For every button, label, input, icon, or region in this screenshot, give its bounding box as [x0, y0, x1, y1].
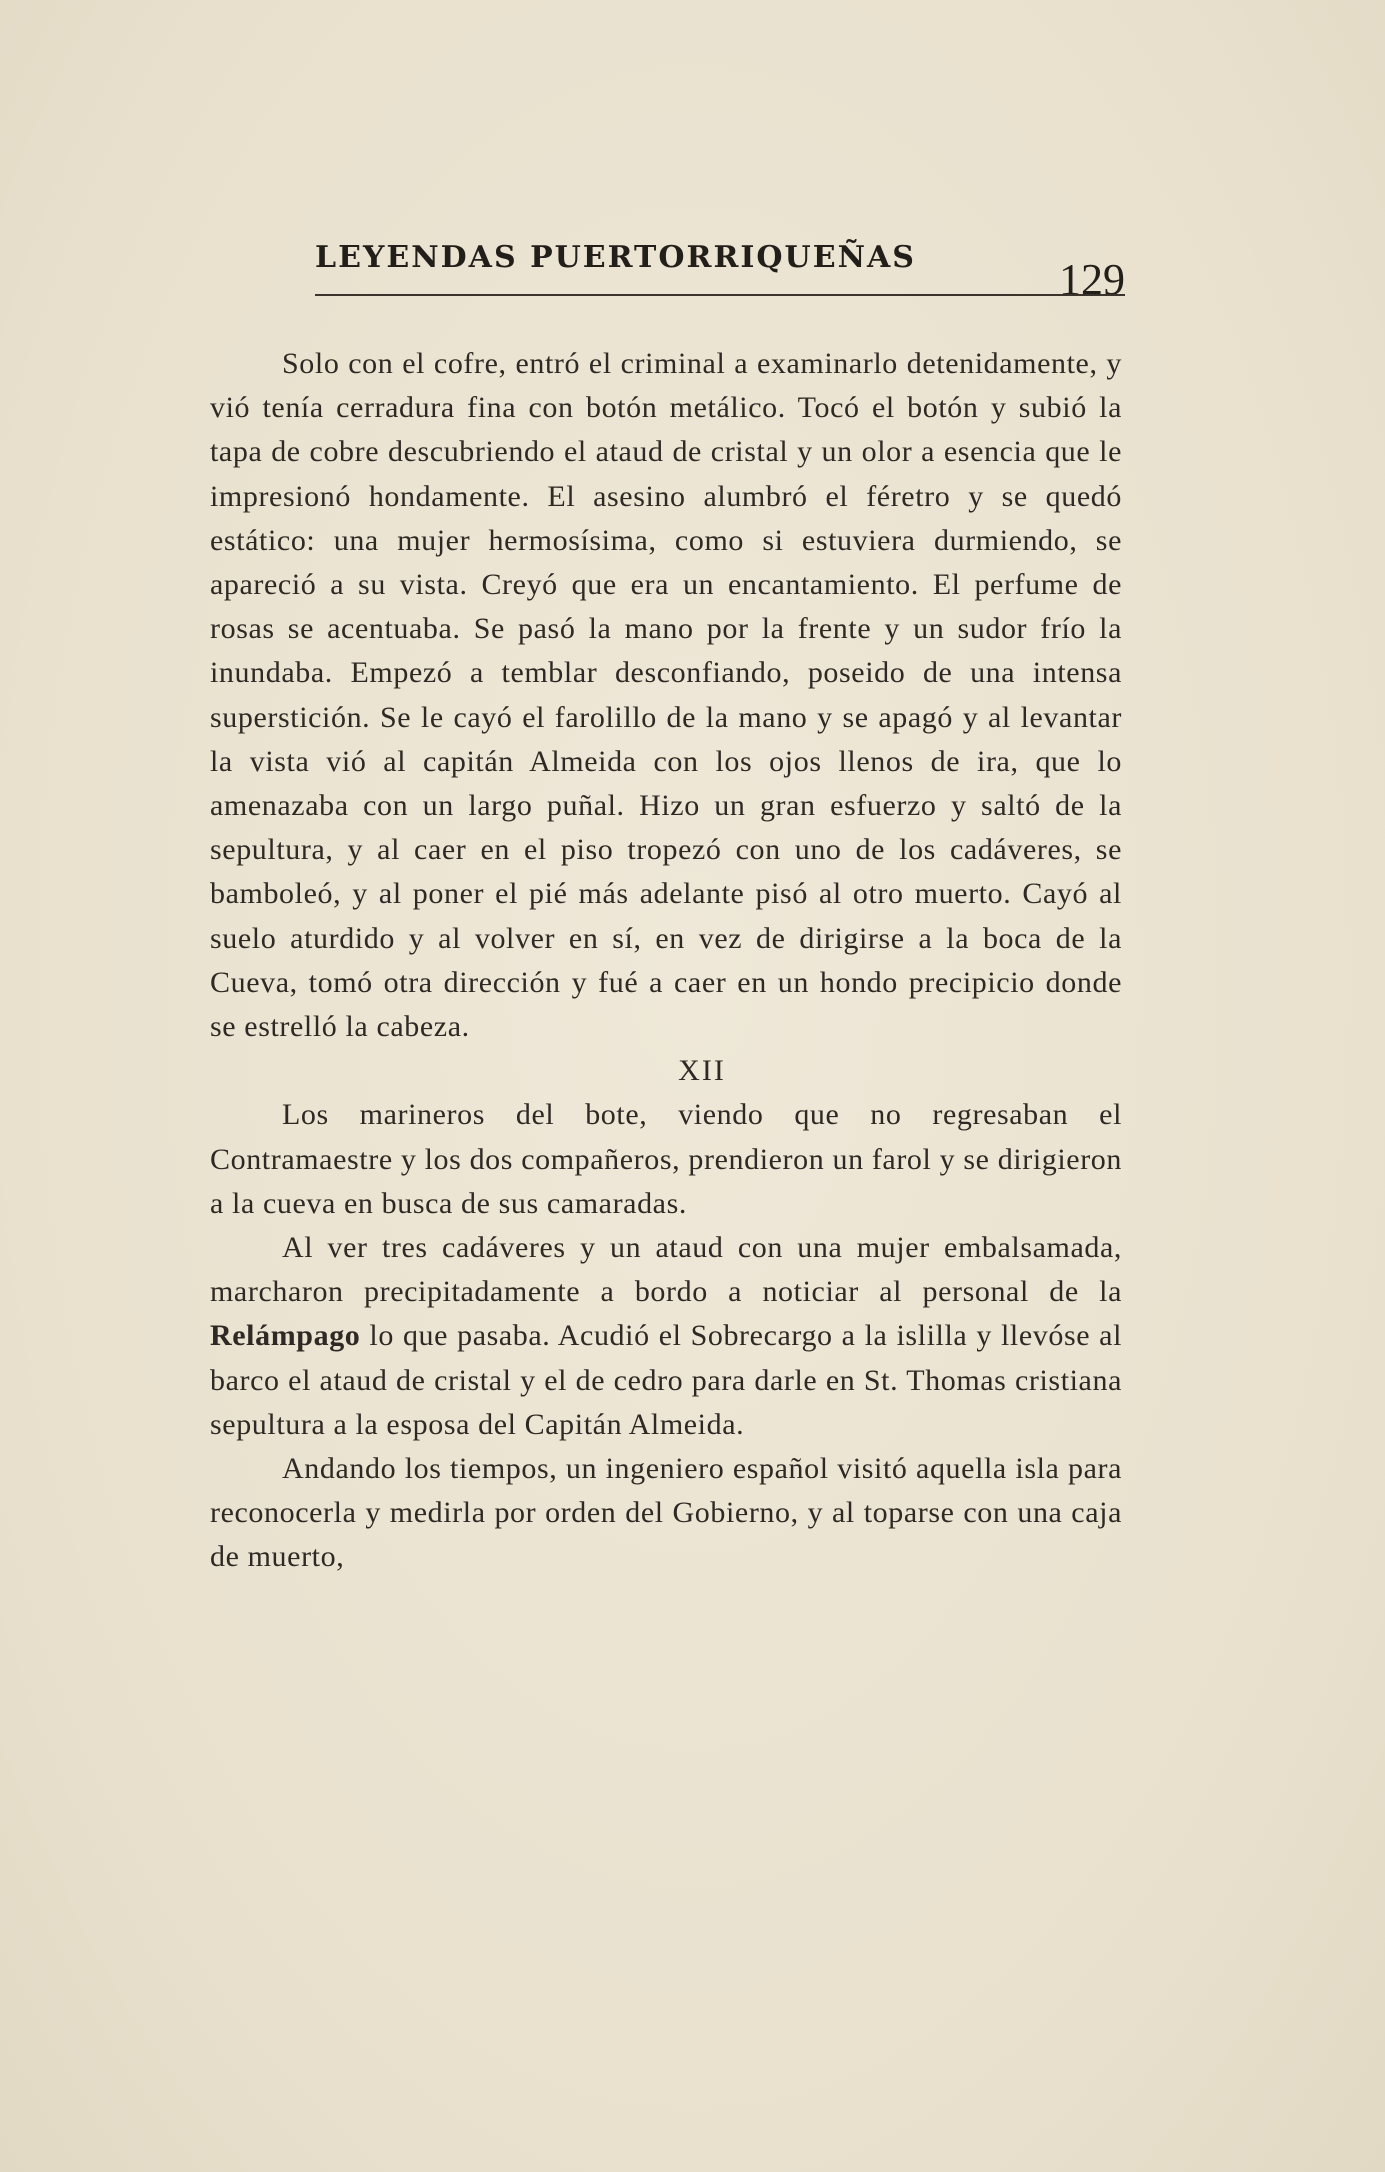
paragraph-text: lo que pasaba. Acudió el Sobrecargo a la islilla y llevóse al barco el ataud de cristal y el de cedro para darle en St. Thomas cristiana sepultura a la esposa del Capitán Almeida. — [210, 1319, 1122, 1441]
paragraph — [210, 1226, 1122, 1447]
paragraph: Los marineros del bote, viendo que no regresaban el Contramaestre y los dos compañeros, prendieron un farol y se dirigieron a la cueva en busca de sus camaradas. — [210, 1098, 1122, 1220]
running-title: LEYENDAS PUERTORRIQUEÑAS — [315, 240, 916, 275]
section-heading: XII — [678, 1054, 726, 1088]
paragraph: Andando los tiempos, un ingeniero español visitó aquella isla para reconocerla y medirla por orden del Gobierno, y al toparse con una caja de muerto, — [210, 1452, 1122, 1574]
header-rule — [315, 294, 1125, 296]
ship-name: Relámpago — [210, 1319, 361, 1353]
paragraph: Solo con el cofre, entró el criminal a examinarlo detenidamente, y vió tenía cerradura fina con botón metálico. Tocó el botón y subió la tapa de cobre descubriendo el ataud de cristal y un olor a esencia que le impresionó hondamente. El asesino alumbró el féretro y se quedó estático: una mujer hermosísima, como si estuviera durmiendo, se apareció a su vista. Creyó que era un encantamiento. El perfume de rosas se acentuaba. Se pasó la mano por la frente y un sudor frío la inundaba. Empezó a temblar desconfiando, poseido de una intensa superstición. Se le cayó el farolillo de la mano y se apagó y al levantar la vista vió al capitán Almeida con los ojos llenos de ira, que lo amenazaba con un largo puñal. Hizo un gran esfuerzo y saltó de la sepultura, y al caer en el piso tropezó con uno de los cadáveres, se bamboleó, y al poner el pié más adelante pisó al otro muerto. Cayó al suelo aturdido y al volver en sí, en vez de dirigirse a la boca de la Cueva, tomó otra dirección y fué a caer en un hondo precipicio donde se estrelló la cabeza. — [210, 347, 1122, 1044]
page-number: 129 — [1059, 255, 1125, 304]
paragraph-text: Al ver tres cadáveres y un ataud con una mujer embalsamada, marcharon precipitadamente a bordo a noticiar al personal de la — [210, 1231, 1122, 1309]
body-text — [210, 342, 1122, 1580]
page-header — [315, 232, 1125, 302]
